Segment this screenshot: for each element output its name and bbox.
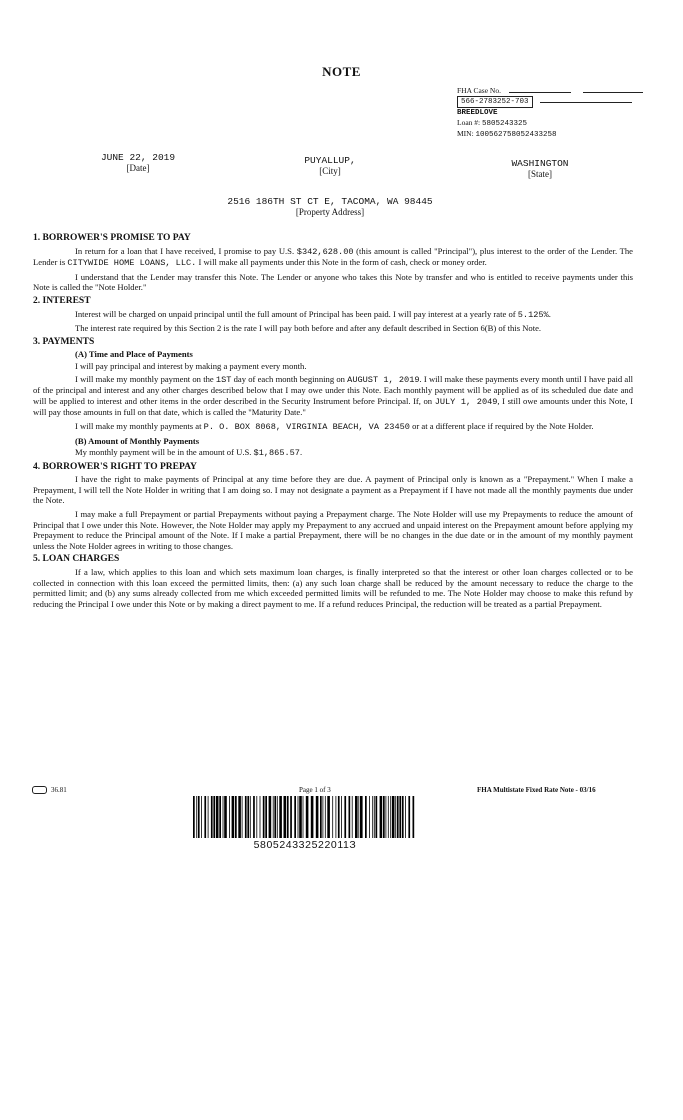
note-date bbox=[88, 152, 188, 174]
first-payment-date: AUGUST 1, 2019 bbox=[347, 374, 420, 385]
barcode-bar bbox=[380, 796, 383, 838]
barcode-bar bbox=[325, 796, 326, 838]
barcode-bar bbox=[299, 796, 302, 838]
barcode-bar bbox=[311, 796, 314, 838]
barcode-bar bbox=[395, 796, 396, 838]
date-value: JUNE 22, 2019 bbox=[100, 152, 176, 163]
section-2-paragraph: Interest will be charged on unpaid principal until the full amount of Principal has been paid. I will pay interest at a yearly rate of 5.125%. bbox=[75, 308, 551, 320]
barcode-bar bbox=[344, 796, 346, 838]
note-body bbox=[33, 230, 633, 612]
fha-case-block bbox=[457, 86, 657, 140]
payment-day: 1ST bbox=[215, 374, 232, 385]
redaction-bar bbox=[583, 92, 643, 93]
barcode-bar bbox=[223, 796, 224, 838]
payment-address: P. O. BOX 8068, VIRGINIA BEACH, VA 23450 bbox=[203, 421, 410, 432]
min-number: 100562758052433258 bbox=[475, 131, 557, 139]
barcode-bar bbox=[303, 796, 304, 838]
address-label: [Property Address] bbox=[295, 207, 365, 217]
barcode-bar bbox=[245, 796, 247, 838]
note-state bbox=[495, 158, 585, 180]
barcode-bar bbox=[274, 796, 276, 838]
section-3a-paragraph: I will make my monthly payments at P. O. BOX 8068, VIRGINIA BEACH, VA 23450 or at a different place if required by the Note Holder. bbox=[75, 420, 594, 432]
barcode-bar bbox=[229, 796, 230, 838]
barcode-number: 580524332522011З bbox=[253, 839, 357, 851]
fha-case-label-row bbox=[457, 86, 657, 96]
barcode-bar bbox=[390, 796, 391, 838]
barcode-bar bbox=[383, 796, 385, 838]
section-3-heading: 3. PAYMENTS bbox=[33, 336, 95, 347]
footer-left bbox=[32, 786, 67, 794]
principal-amount: $342,628.00 bbox=[296, 246, 354, 257]
city-value: PUYALLUP, bbox=[304, 155, 356, 166]
section-5-heading: 5. LOAN CHARGES bbox=[33, 554, 120, 565]
borrower-name: BREEDLOVE bbox=[457, 109, 498, 117]
barcode-bar bbox=[265, 796, 267, 838]
barcode-bar bbox=[338, 796, 340, 838]
barcode-bar bbox=[219, 796, 221, 838]
loan-number: 5805243325 bbox=[482, 120, 528, 128]
barcode-bar bbox=[369, 796, 370, 838]
section-1-paragraph: I understand that the Lender may transfer this Note. The Lender or anyone who takes this Note by transfer and who is entitled to receive payments under this Note is called the "Note Holder." bbox=[33, 271, 633, 293]
barcode-bar bbox=[365, 796, 367, 838]
section-4-paragraph: I may make a full Prepayment or partial Prepayments without paying a Prepayment charge. The Note Holder will use my Prepayments to reduce the amount of Principal that I owe under this Note. However, the Note Holder may apply my Prepayment to any accrued and unpaid interest on the Prepayment amount before applying my Prepayment to reduce the Principal amount of the Note. If I make a partial Prepayment, there will be no changes in the due date or in the amount of my monthly payment unless the Note Holder agrees in writing to those changes. bbox=[33, 509, 633, 551]
barcode-bar bbox=[298, 796, 299, 838]
barcode-bar bbox=[336, 796, 337, 838]
barcode-bar bbox=[256, 796, 257, 838]
property-address bbox=[150, 196, 510, 218]
barcode-bar bbox=[193, 796, 195, 838]
barcode-bar bbox=[341, 796, 342, 838]
barcode-bar bbox=[263, 796, 265, 838]
barcode-bar bbox=[352, 796, 353, 838]
barcode-bar bbox=[386, 796, 387, 838]
section-1-heading: 1. BORROWER'S PROMISE TO PAY bbox=[33, 233, 191, 243]
redaction-bar bbox=[540, 102, 632, 103]
barcode-bar bbox=[397, 796, 399, 838]
section-2-paragraph: The interest rate required by this Section 2 is the rate I will pay both before and after any default described in Section 6(B) of this Note. bbox=[75, 323, 542, 334]
section-5-paragraph: If a law, which applies to this loan and which sets maximum loan charges, is finally interpreted so that the interest or other loan charges collected or to be collected in connection with this loan exceed the permitted limits, then: (a) any such loan charge shall be reduced by the amount necessary to reduce the charge to the permitted limit; and (b) any sums already collected from me which exceeded permitted limits will be refunded to me. The Note Holder may choose to make this refund by reducing the Principal I owe under this Note or by making a direct payment to me. If a refund reduces Principal, the reduction will be treated as a partial Prepayment. bbox=[33, 567, 633, 609]
barcode-bar bbox=[253, 796, 255, 838]
barcode-bar bbox=[213, 796, 215, 838]
lender-name: CITYWIDE HOME LOANS, LLC. bbox=[67, 258, 197, 269]
barcode-bar bbox=[306, 796, 309, 838]
fha-case-number: 566-2783252-703 bbox=[457, 96, 533, 108]
barcode-bar bbox=[287, 796, 289, 838]
state-label: [State] bbox=[528, 169, 552, 179]
barcode-bar bbox=[224, 796, 227, 838]
barcode-bar bbox=[204, 796, 206, 838]
barcode-bar bbox=[201, 796, 202, 838]
document-title: NOTE bbox=[322, 64, 361, 79]
barcode-bar bbox=[260, 796, 261, 838]
address-value: 2516 186TH ST CT E, TACOMA, WA 98445 bbox=[227, 196, 433, 207]
barcode-bar bbox=[402, 796, 404, 838]
footer-form-code: 36.81 bbox=[51, 786, 67, 794]
state-value: WASHINGTON bbox=[511, 158, 569, 169]
barcode-bar bbox=[211, 796, 213, 838]
date-label: [Date] bbox=[126, 163, 150, 173]
barcode-bar bbox=[405, 796, 406, 838]
section-4-paragraph: I have the right to make payments of Principal at any time before they are due. A payment of Principal only is known as a "Prepayment." When I make a Prepayment, I will tell the Note Holder in writing that I am doing so. I may not designate a payment as a Prepayment if I have not made all the monthly payments due under the Note. bbox=[33, 474, 633, 506]
city-label: [City] bbox=[319, 166, 341, 176]
form-logo-icon bbox=[32, 786, 47, 794]
section-2-heading: 2. INTEREST bbox=[33, 295, 91, 306]
section-3a-heading: (A) Time and Place of Payments bbox=[75, 349, 193, 360]
barcode-bar bbox=[269, 796, 272, 838]
barcode-bar bbox=[323, 796, 324, 838]
barcode-bar bbox=[294, 796, 296, 838]
maturity-date: JULY 1, 2049 bbox=[434, 396, 498, 407]
monthly-payment-amount: $1,865.57 bbox=[253, 448, 300, 459]
barcode-bar bbox=[320, 796, 322, 838]
section-3b-paragraph: My monthly payment will be in the amount of U.S. $1,865.57. bbox=[75, 447, 303, 459]
barcode-bar bbox=[388, 796, 389, 838]
barcode-bar bbox=[360, 796, 363, 838]
barcode-bar bbox=[238, 796, 241, 838]
barcode-bar bbox=[198, 796, 200, 838]
barcode-bar bbox=[355, 796, 358, 838]
barcode-bar bbox=[247, 796, 249, 838]
barcode-bar bbox=[196, 796, 197, 838]
section-3b-heading: (B) Amount of Monthly Payments bbox=[75, 435, 200, 446]
barcode-bar bbox=[284, 796, 287, 838]
barcode-bar bbox=[372, 796, 373, 838]
note-city bbox=[290, 155, 370, 177]
section-3a-paragraph: I will pay principal and interest by making a payment every month. bbox=[75, 360, 307, 371]
loan-number-label: Loan #: bbox=[457, 118, 481, 127]
page-number: Page 1 of 3 bbox=[299, 786, 331, 794]
barcode-bar bbox=[279, 796, 282, 838]
barcode-bar bbox=[273, 796, 274, 838]
redaction-bar bbox=[509, 92, 571, 93]
form-name: FHA Multistate Fixed Rate Note - 03/16 bbox=[477, 786, 596, 794]
barcode-bar bbox=[413, 796, 415, 838]
barcode-bar bbox=[349, 796, 351, 838]
barcode-image bbox=[193, 796, 417, 838]
barcode-bar bbox=[392, 796, 395, 838]
section-1-paragraph: In return for a loan that I have received, I promise to pay U.S. $342,628.00 (this amount is called "Principal"), plus interest to the order of the Lender. The Lender is CITYWIDE HOME LOANS, LLC. I will make all payments under this Note in the form of cash, check or money order. bbox=[33, 245, 633, 269]
barcode-bar bbox=[208, 796, 209, 838]
barcode-bar bbox=[332, 796, 333, 838]
barcode-bar bbox=[232, 796, 235, 838]
barcode-bar bbox=[250, 796, 251, 838]
barcode-bar bbox=[327, 796, 330, 838]
min-label: MIN: bbox=[457, 129, 474, 138]
interest-rate: 5.125% bbox=[517, 309, 549, 320]
barcode-bar bbox=[316, 796, 319, 838]
barcode-bar bbox=[277, 796, 278, 838]
barcode-bar bbox=[242, 796, 243, 838]
barcode-bar bbox=[290, 796, 292, 838]
fha-case-label: FHA Case No. bbox=[457, 86, 501, 95]
barcode-bar bbox=[399, 796, 401, 838]
barcode-bar bbox=[358, 796, 359, 838]
section-3a-paragraph: I will make my monthly payment on the 1ST day of each month beginning on AUGUST 1, 2019. I will make these payments every month until I have paid all of the principal and interest and any other charges described below that I may owe under this Note. Each monthly payment will be applied as of its scheduled due date and will be applied to interest and other items in the order described in the Security Instrument before Principal. If, on JULY 1, 2049, I still owe amounts under this Note, I will pay those amounts in full on that date, which is called the "Maturity Date." bbox=[33, 373, 634, 418]
barcode-bar bbox=[216, 796, 219, 838]
barcode-bar bbox=[408, 796, 410, 838]
section-4-heading: 4. BORROWER'S RIGHT TO PREPAY bbox=[33, 461, 197, 472]
barcode-bar bbox=[235, 796, 237, 838]
barcode-bar bbox=[374, 796, 375, 838]
barcode-bar bbox=[376, 796, 378, 838]
